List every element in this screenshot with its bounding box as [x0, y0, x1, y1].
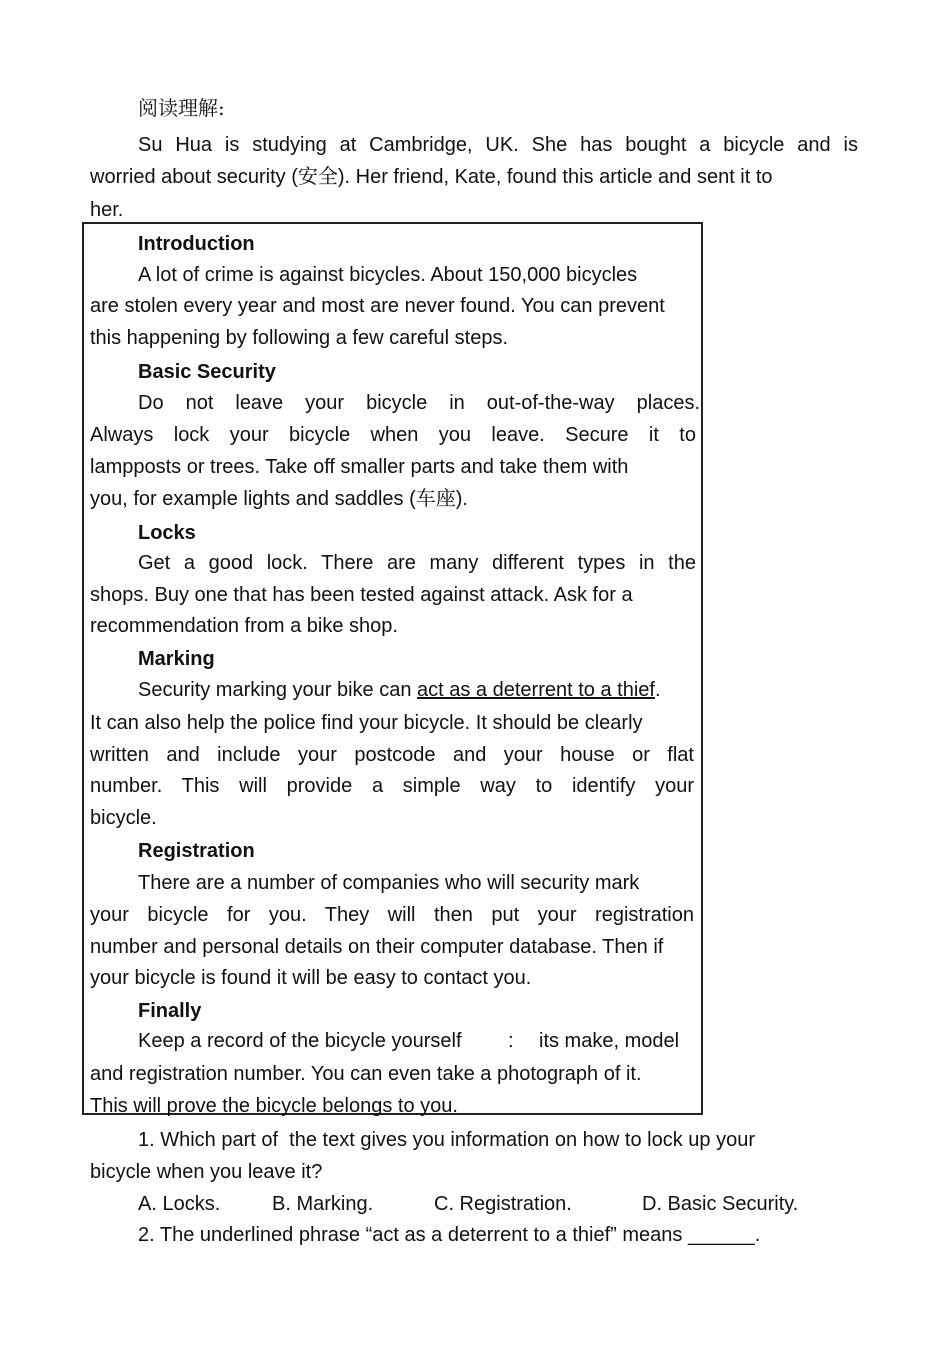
option-c: C. Registration.	[434, 1193, 572, 1215]
underlined-phrase: act as a deterrent to a thief	[417, 679, 655, 701]
section-title: Registration	[138, 840, 255, 862]
section-title: Introduction	[138, 233, 255, 255]
section-title: Locks	[138, 522, 196, 544]
paragraph-line: A lot of crime is against bicycles. About 150,000 bicycles	[138, 264, 638, 286]
page-heading: 阅读理解:	[138, 96, 225, 120]
option-d: D. Basic Security.	[642, 1193, 799, 1215]
paragraph-line: Always lock your bicycle when you leave. Secure it to	[90, 424, 696, 446]
colon-mark: :	[508, 1030, 514, 1052]
paragraph-line: your bicycle for you. They will then put your registration	[90, 904, 694, 926]
question-text: 1. Which part of the text gives you information on how to lock up your	[138, 1129, 755, 1151]
paragraph-line: There are a number of companies who will security mark	[138, 872, 640, 894]
answer-blank[interactable]: ______	[687, 1224, 755, 1246]
option-a: A. Locks.	[138, 1193, 221, 1215]
paragraph-line: This will prove the bicycle belongs to you.	[90, 1095, 458, 1117]
section-title: Finally	[138, 1000, 202, 1022]
paragraph-line: recommendation from a bike shop.	[90, 615, 398, 637]
option-b: B. Marking.	[272, 1193, 374, 1215]
paragraph-line: you, for example lights and saddles (车座).	[90, 486, 468, 510]
paragraph-line: your bicycle is found it will be easy to contact you.	[90, 967, 532, 989]
question-text: 2. The underlined phrase “act as a deterrent to a thief” means ______.	[138, 1224, 761, 1246]
paragraph-line: Keep a record of the bicycle yourself	[138, 1030, 462, 1052]
paragraph-line: bicycle.	[90, 807, 157, 829]
paragraph-line: and registration number. You can even take a photograph of it.	[90, 1063, 642, 1085]
paragraph-line: this happening by following a few careful steps.	[90, 327, 509, 349]
paragraph-line: Security marking your bike can act as a deterrent to a thief.	[138, 679, 661, 701]
paragraph-line: number. This will provide a simple way to identify your	[90, 775, 694, 797]
paragraph-line: are stolen every year and most are never found. You can prevent	[90, 295, 665, 317]
paragraph-line: written and include your postcode and your house or flat	[90, 744, 694, 766]
paragraph-line: number and personal details on their computer database. Then if	[90, 936, 664, 958]
intro-line-2: worried about security (安全). Her friend, Kate, found this article and sent it to	[90, 164, 773, 188]
paragraph-line: lampposts or trees. Take off smaller parts and take them with	[90, 456, 629, 478]
question-text: bicycle when you leave it?	[90, 1161, 323, 1183]
paragraph-line: shops. Buy one that has been tested against attack. Ask for a	[90, 584, 633, 606]
intro-line-3: her.	[90, 199, 124, 221]
section-title: Basic Security	[138, 361, 276, 383]
paragraph-line: Do not leave your bicycle in out-of-the-way places.	[138, 392, 700, 414]
section-title: Marking	[138, 648, 215, 670]
paragraph-line: Get a good lock. There are many different types in the	[138, 552, 696, 574]
paragraph-line: its make, model	[539, 1030, 680, 1052]
paragraph-line: It can also help the police find your bicycle. It should be clearly	[90, 712, 643, 734]
intro-line-1: Su Hua is studying at Cambridge, UK. She has bought a bicycle and is	[138, 134, 858, 156]
